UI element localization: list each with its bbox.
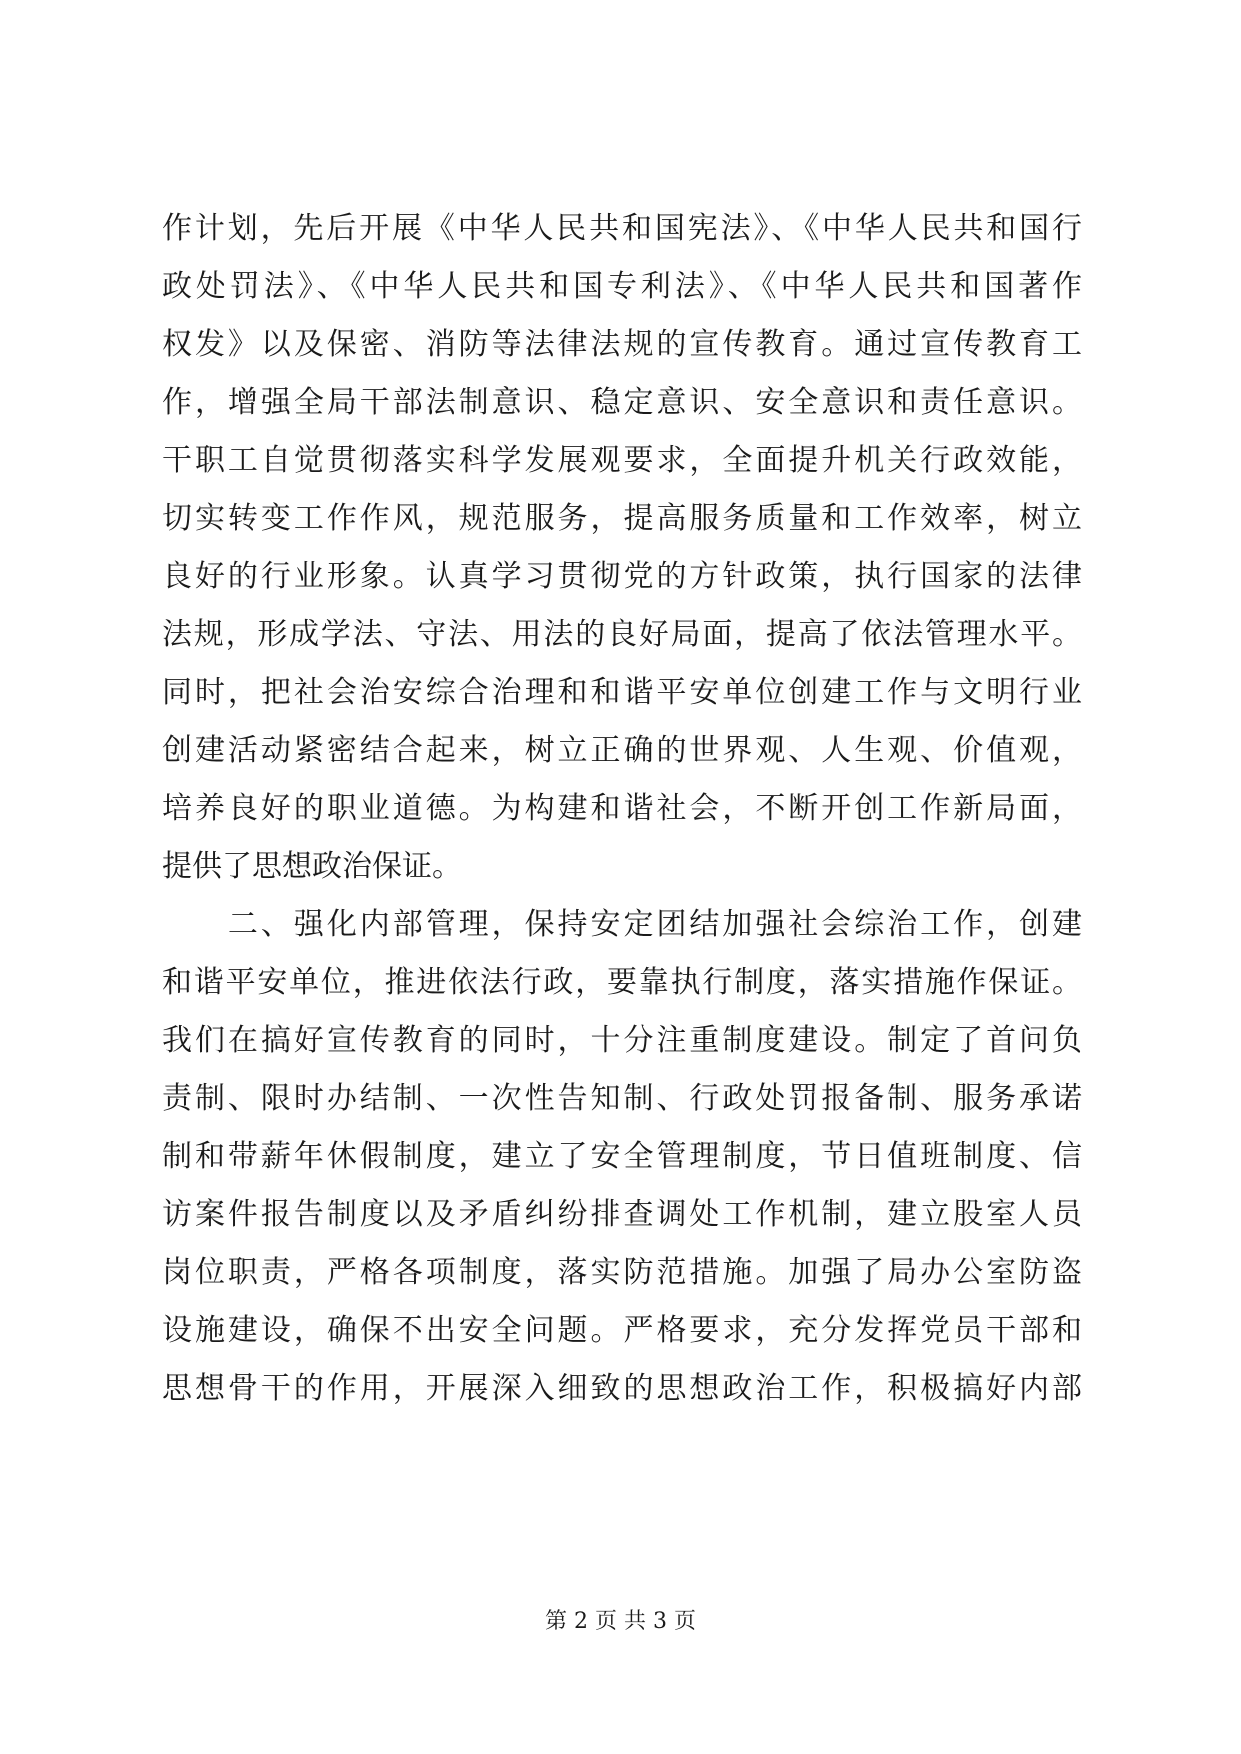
body-text <box>162 200 1082 1418</box>
text-line: 责制、限时办结制、一次性告知制、行政处罚报备制、服务承诺 <box>162 1081 1082 1116</box>
text-line: 干职工自觉贯彻落实科学发展观要求，全面提升机关行政效能， <box>162 443 1082 478</box>
text-line: 作计划，先后开展《中华人民共和国宪法》、《中华人民共和国行 <box>162 211 1082 246</box>
text-line: 访案件报告制度以及矛盾纠纷排查调处工作机制，建立股室人员 <box>162 1197 1082 1232</box>
text-line: 权发》以及保密、消防等法律法规的宣传教育。通过宣传教育工 <box>162 327 1082 362</box>
text-line: 良好的行业形象。认真学习贯彻党的方针政策，执行国家的法律 <box>162 559 1082 594</box>
text-line: 法规，形成学法、守法、用法的良好局面，提高了依法管理水平。 <box>162 617 1082 652</box>
text-line: 岗位职责，严格各项制度，落实防范措施。加强了局办公室防盗 <box>162 1255 1082 1290</box>
text-line: 培养良好的职业道德。为构建和谐社会，不断开创工作新局面， <box>162 791 1082 826</box>
text-line: 设施建设，确保不出安全问题。严格要求，充分发挥党员干部和 <box>162 1313 1082 1348</box>
page-number-footer: 第 2 页 共 3 页 <box>545 1609 696 1634</box>
text-line: 政处罚法》、《中华人民共和国专利法》、《中华人民共和国著作 <box>162 269 1082 304</box>
text-line: 切实转变工作作风，规范服务，提高服务质量和工作效率，树立 <box>162 501 1082 536</box>
text-line: 作，增强全局干部法制意识、稳定意识、安全意识和责任意识。 <box>162 385 1082 420</box>
text-line: 和谐平安单位，推进依法行政，要靠执行制度，落实措施作保证。 <box>162 965 1082 1000</box>
text-line: 我们在搞好宣传教育的同时，十分注重制度建设。制定了首问负 <box>162 1023 1082 1058</box>
text-line: 思想骨干的作用，开展深入细致的思想政治工作，积极搞好内部 <box>162 1371 1082 1406</box>
text-line: 制和带薪年休假制度，建立了安全管理制度，节日值班制度、信 <box>162 1139 1082 1174</box>
text-line: 创建活动紧密结合起来，树立正确的世界观、人生观、价值观， <box>162 733 1082 768</box>
text-line-paragraph-start: 二、强化内部管理，保持安定团结加强社会综治工作，创建 <box>162 907 1082 942</box>
text-line: 同时，把社会治安综合治理和和谐平安单位创建工作与文明行业 <box>162 675 1082 710</box>
text-line-paragraph-end: 提供了思想政治保证。 <box>162 849 462 884</box>
